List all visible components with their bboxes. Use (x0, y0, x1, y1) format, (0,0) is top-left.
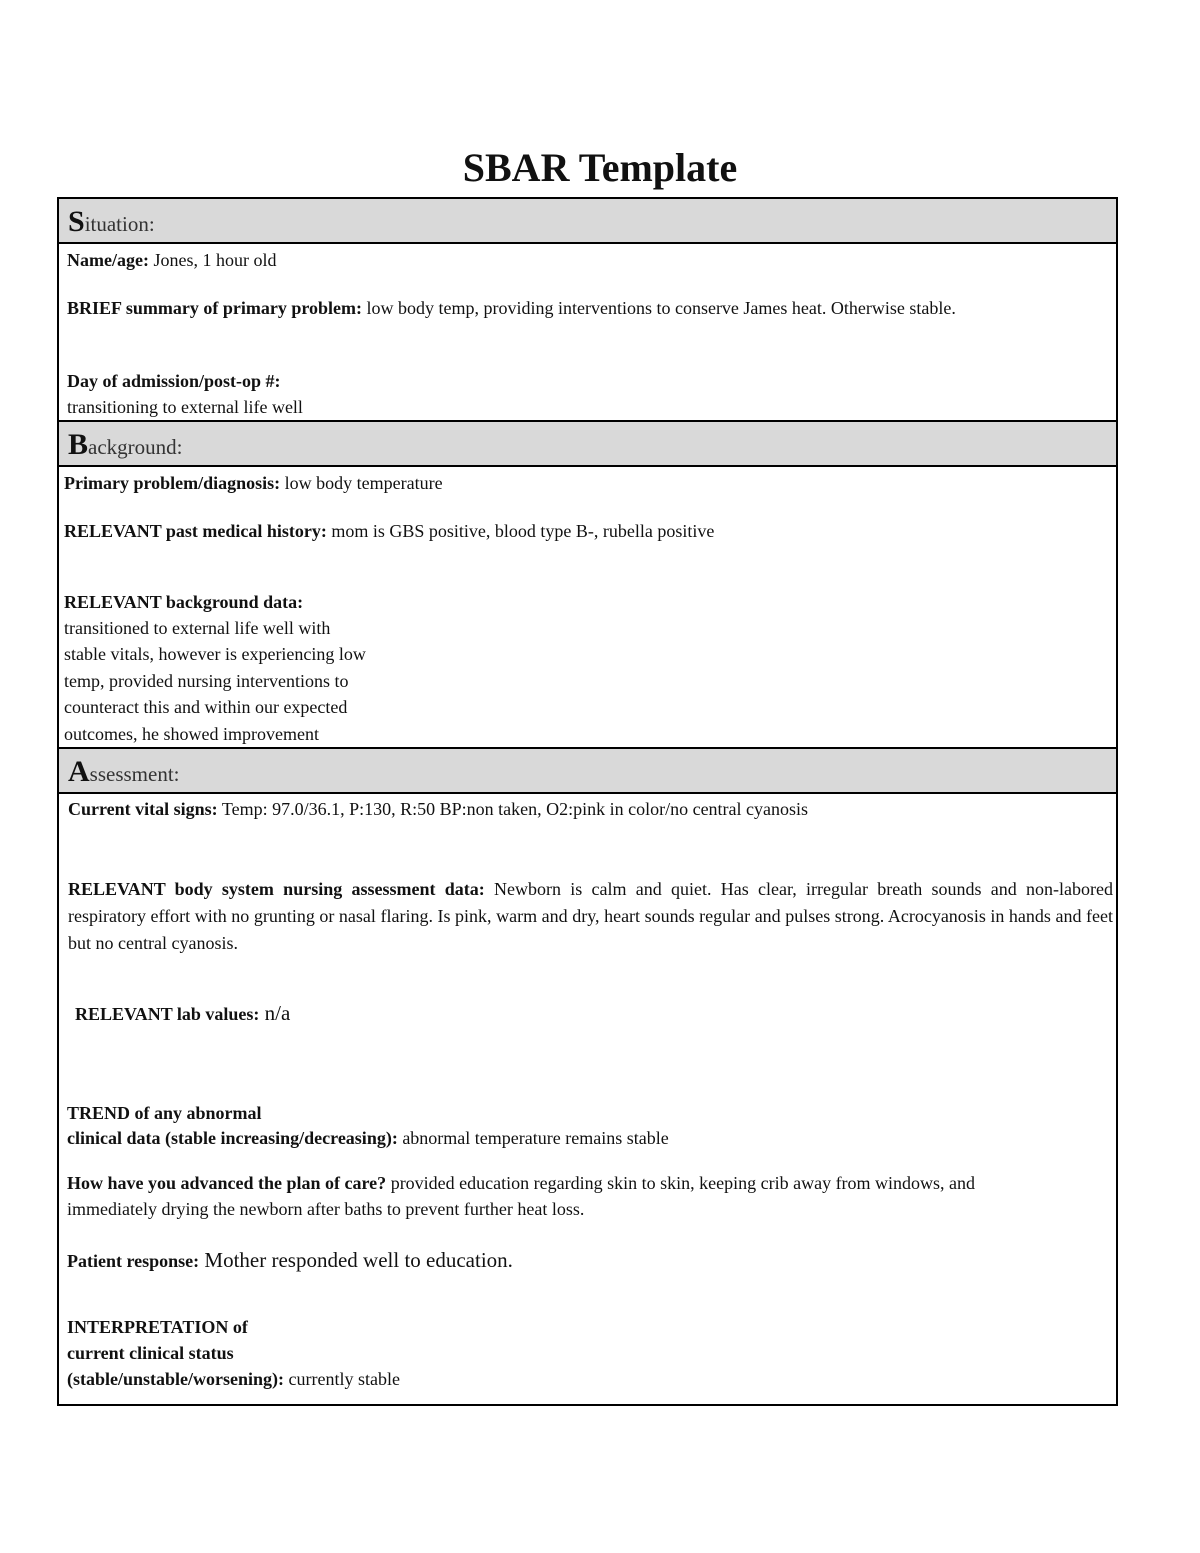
sbar-form (57, 197, 1118, 1406)
background-initial: B (68, 428, 89, 461)
lab-values-value: n/a (259, 1001, 291, 1025)
trend-value: abnormal temperature remains stable (397, 1128, 669, 1148)
brief-summary-value: low body temp, providing interventions to conserve James heat. Otherwise stable. (361, 298, 956, 318)
vital-signs-label: Current vital signs: (68, 799, 218, 819)
background-heading: ackground: (88, 435, 183, 459)
primary-problem-value: low body temperature (280, 473, 443, 493)
day-admission-label: Day of admission/post-op #: (67, 371, 281, 391)
brief-summary-row (67, 295, 1097, 321)
primary-problem-row (64, 470, 443, 496)
brief-summary-label: BRIEF summary of primary problem: (67, 298, 362, 318)
interpretation-label-line: INTERPRETATION of (67, 1317, 248, 1337)
day-admission-value: transitioning to external life well (67, 397, 303, 417)
interpretation-row (67, 1366, 400, 1392)
trend-row (67, 1125, 669, 1151)
plan-of-care-label: How have you advanced the plan of care? (67, 1173, 387, 1193)
patient-response-label: Patient response: (67, 1251, 200, 1271)
interpretation-label-line: current clinical status (67, 1343, 234, 1363)
nursing-assessment-row (68, 876, 1113, 957)
trend-label: clinical data (stable increasing/decreasing): (67, 1128, 398, 1148)
lab-values-row (75, 1000, 290, 1027)
plan-of-care-value: provided education regarding skin to skin, keeping crib away from windows, and immediately drying the newborn after baths to prevent further heat loss. (67, 1173, 976, 1219)
background-data-line: stable vitals, however is experiencing low (64, 644, 366, 664)
patient-response-value: Mother responded well to education. (199, 1248, 513, 1272)
medical-history-label: RELEVANT past medical history: (64, 521, 327, 541)
background-data-line: outcomes, he showed improvement (64, 724, 319, 744)
medical-history-row (64, 518, 714, 544)
situation-header (59, 199, 1116, 244)
background-data-line: transitioned to external life well with (64, 618, 331, 638)
vital-signs-value: Temp: 97.0/36.1, P:130, R:50 BP:non taken, O2:pink in color/no central cyanosis (217, 799, 809, 819)
assessment-heading: ssessment: (89, 762, 180, 786)
medical-history-value: mom is GBS positive, blood type B-, rubella positive (326, 521, 715, 541)
page-title: SBAR Template (462, 145, 738, 190)
name-age-row (67, 247, 276, 273)
background-data-label: RELEVANT background data: (64, 592, 304, 612)
assessment-header (59, 747, 1116, 794)
interpretation-label: (stable/unstable/worsening): (67, 1369, 285, 1389)
plan-of-care-row (67, 1170, 1067, 1222)
name-age-label: Name/age: (67, 250, 149, 270)
background-data-line: temp, provided nursing interventions to (64, 671, 349, 691)
situation-initial: S (68, 205, 85, 238)
background-header (59, 420, 1116, 467)
background-data-line: counteract this and within our expected (64, 697, 348, 717)
situation-heading: ituation: (84, 212, 155, 236)
vital-signs-row (68, 796, 808, 822)
assessment-initial: A (68, 755, 90, 788)
name-age-value: Jones, 1 hour old (148, 250, 277, 270)
lab-values-label: RELEVANT lab values: (75, 1004, 260, 1024)
nursing-assessment-value: Newborn is calm and quiet. Has clear, irregular breath sounds and non-labored respiratory effort with no grunting or nasal flaring. Is pink, warm and dry, heart sounds regular and pulses strong. Acrocyanosis in hands and feet but no central cyanosis. (68, 879, 1113, 953)
patient-response-row (67, 1247, 513, 1274)
nursing-assessment-label: RELEVANT body system nursing assessment data: (68, 879, 485, 899)
trend-label-line: TREND of any abnormal (67, 1103, 262, 1123)
primary-problem-label: Primary problem/diagnosis: (64, 473, 281, 493)
interpretation-value: currently stable (284, 1369, 400, 1389)
